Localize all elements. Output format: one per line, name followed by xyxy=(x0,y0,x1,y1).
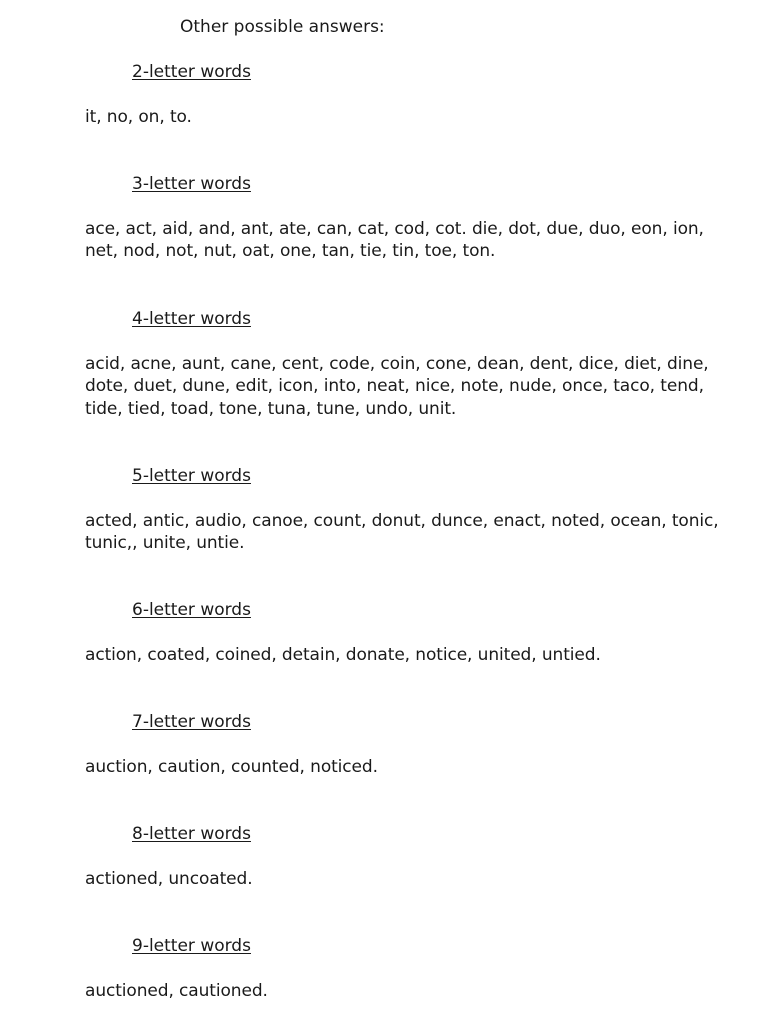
section-words-4-letter: acid, acne, aunt, cane, cent, code, coin, cone, dean, dent, dice, diet, dine, dote, duet, dune, edit, icon, into, neat, nice, note, nude, once, taco, tend, tide, tied, toad, tone, tuna, tune, undo, unit. xyxy=(85,354,709,419)
section-heading-6-letter: 6-letter words xyxy=(132,600,251,620)
section-words-2-letter: it, no, on, to. xyxy=(85,107,192,127)
section-words-3-letter: ace, act, aid, and, ant, ate, can, cat, cod, cot. die, dot, due, duo, eon, ion, net, nod, not, nut, oat, one, tan, tie, tin, toe, ton. xyxy=(85,219,704,262)
section-heading-8-letter: 8-letter words xyxy=(132,824,251,844)
section-words-6-letter: action, coated, coined, detain, donate, notice, united, untied. xyxy=(85,645,601,665)
section-heading-5-letter: 5-letter words xyxy=(132,466,251,486)
section-heading-3-letter: 3-letter words xyxy=(132,174,251,194)
section-words-7-letter: auction, caution, counted, noticed. xyxy=(85,757,378,777)
section-words-9-letter: auctioned, cautioned. xyxy=(85,981,268,1001)
section-words-5-letter: acted, antic, audio, canoe, count, donut, dunce, enact, noted, ocean, tonic, tunic,, unite, untie. xyxy=(85,511,719,554)
section-heading-4-letter: 4-letter words xyxy=(132,309,251,329)
section-heading-9-letter: 9-letter words xyxy=(132,936,251,956)
section-words-8-letter: actioned, uncoated. xyxy=(85,869,253,889)
section-heading-7-letter: 7-letter words xyxy=(132,712,251,732)
page-title: Other possible answers: xyxy=(180,17,385,37)
section-heading-2-letter: 2-letter words xyxy=(132,62,251,82)
